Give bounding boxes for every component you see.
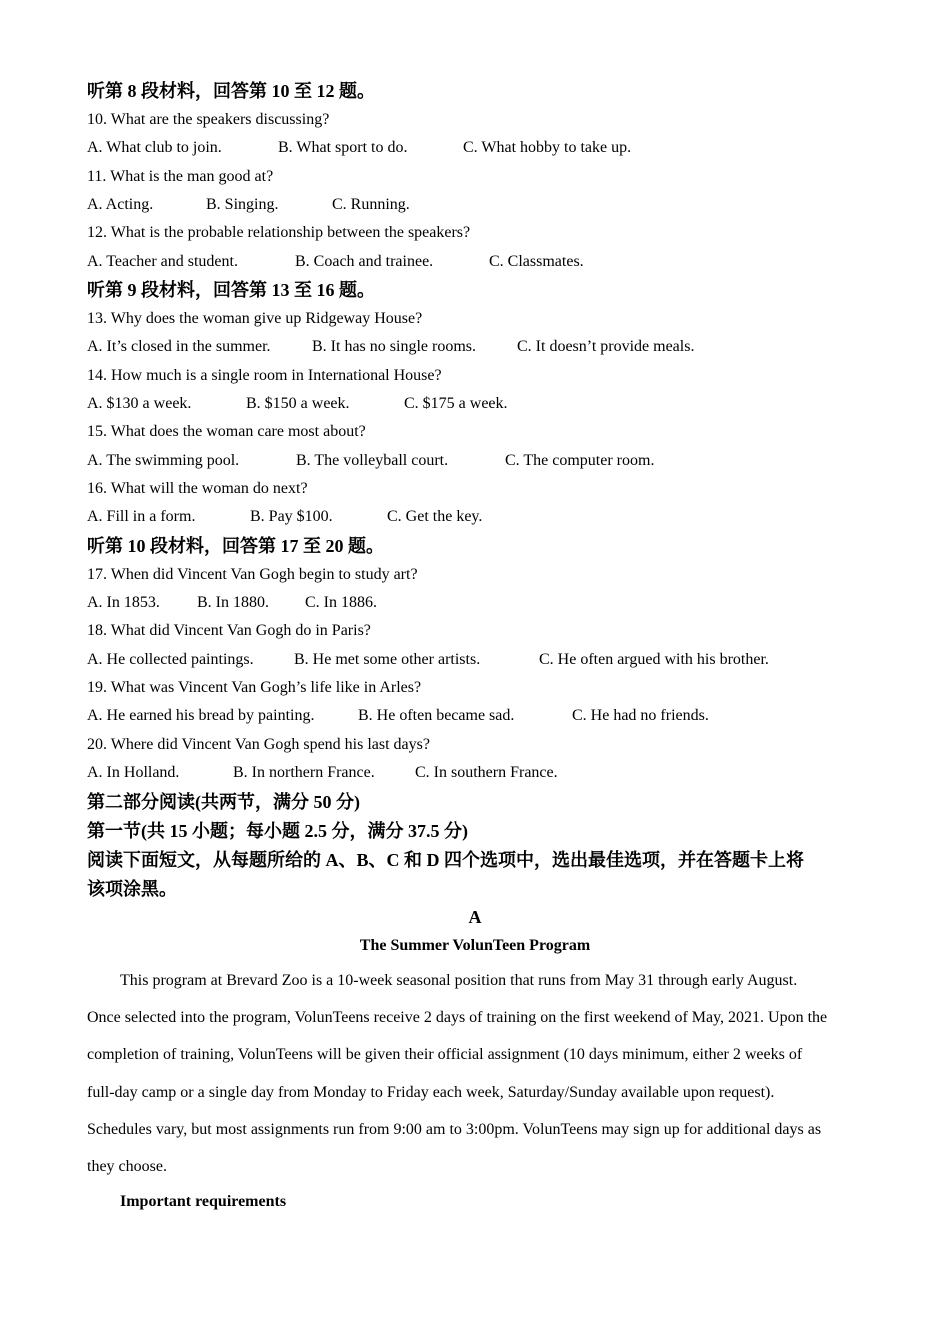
question-13: 13. Why does the woman give up Ridgeway House? [87, 310, 423, 327]
passage-line: completion of training, VolunTeens will be given their official assignment (10 days minimum, either 2 weeks of [87, 1046, 803, 1063]
option-c: C. It doesn’t provide meals. [517, 338, 695, 355]
option-c: C. Get the key. [387, 508, 483, 525]
option-c: C. He often argued with his brother. [539, 651, 769, 668]
option-c: C. The computer room. [505, 452, 655, 469]
option-b: B. $150 a week. [246, 395, 350, 412]
requirements-heading: Important requirements [120, 1193, 287, 1210]
option-b: B. In northern France. [233, 764, 375, 781]
section-heading-9: 听第 9 段材料，回答第 13 至 16 题。 [87, 280, 375, 300]
question-17: 17. When did Vincent Van Gogh begin to study art? [87, 566, 418, 583]
option-a: A. Teacher and student. [87, 253, 238, 270]
passage-line: Schedules vary, but most assignments run from 9:00 am to 3:00pm. VolunTeens may sign up for additional days as [87, 1121, 822, 1138]
option-a: A. The swimming pool. [87, 452, 240, 469]
option-b: B. It has no single rooms. [312, 338, 476, 355]
question-14: 14. How much is a single room in International House? [87, 367, 442, 384]
passage-title: The Summer VolunTeen Program [359, 937, 591, 954]
option-b: B. Singing. [206, 196, 279, 213]
option-c: C. $175 a week. [404, 395, 508, 412]
passage-letter: A [468, 907, 482, 927]
part2-section1: 第一节(共 15 小题；每小题 2.5 分，满分 37.5 分) [87, 821, 468, 841]
question-10: 10. What are the speakers discussing? [87, 111, 330, 128]
option-b: B. He met some other artists. [294, 651, 481, 668]
question-16: 16. What will the woman do next? [87, 480, 308, 497]
question-12: 12. What is the probable relationship between the speakers? [87, 224, 471, 241]
passage-line: they choose. [87, 1158, 167, 1175]
option-a: A. He earned his bread by painting. [87, 707, 315, 724]
option-c: C. He had no friends. [572, 707, 709, 724]
option-c: C. Running. [332, 196, 410, 213]
option-a: A. In 1853. [87, 594, 160, 611]
question-18: 18. What did Vincent Van Gogh do in Paris? [87, 622, 371, 639]
option-b: B. In 1880. [197, 594, 269, 611]
option-a: A. Acting. [87, 196, 154, 213]
question-20: 20. Where did Vincent Van Gogh spend his last days? [87, 736, 430, 753]
option-b: B. Coach and trainee. [295, 253, 434, 270]
instruction-line-1: 阅读下面短文，从每题所给的 A、B、C 和 D 四个选项中，选出最佳选项，并在答题卡上将 [87, 850, 804, 870]
option-a: A. He collected paintings. [87, 651, 254, 668]
option-b: B. Pay $100. [250, 508, 333, 525]
option-b: B. He often became sad. [358, 707, 515, 724]
part2-title: 第二部分阅读(共两节，满分 50 分) [87, 792, 360, 812]
section-heading-8: 听第 8 段材料，回答第 10 至 12 题。 [87, 81, 375, 101]
option-c: C. In 1886. [305, 594, 377, 611]
passage-line: full-day camp or a single day from Monday to Friday each week, Saturday/Sunday available upon request). [87, 1084, 775, 1101]
question-11: 11. What is the man good at? [87, 168, 274, 185]
option-a: A. What club to join. [87, 139, 222, 156]
option-a: A. Fill in a form. [87, 508, 196, 525]
question-19: 19. What was Vincent Van Gogh’s life like in Arles? [87, 679, 422, 696]
option-a: A. $130 a week. [87, 395, 192, 412]
option-b: B. What sport to do. [278, 139, 408, 156]
option-a: A. In Holland. [87, 764, 180, 781]
section-heading-10: 听第 10 段材料，回答第 17 至 20 题。 [87, 536, 384, 556]
option-c: C. What hobby to take up. [463, 139, 632, 156]
option-b: B. The volleyball court. [296, 452, 449, 469]
passage-line: This program at Brevard Zoo is a 10-week seasonal position that runs from May 31 through early August. [120, 972, 798, 989]
instruction-line-2: 该项涂黑。 [87, 879, 177, 899]
option-c: C. In southern France. [415, 764, 558, 781]
option-a: A. It’s closed in the summer. [87, 338, 271, 355]
option-c: C. Classmates. [489, 253, 584, 270]
question-15: 15. What does the woman care most about? [87, 423, 366, 440]
passage-line: Once selected into the program, VolunTeens receive 2 days of training on the first weekend of May, 2021. Upon the [87, 1009, 828, 1026]
